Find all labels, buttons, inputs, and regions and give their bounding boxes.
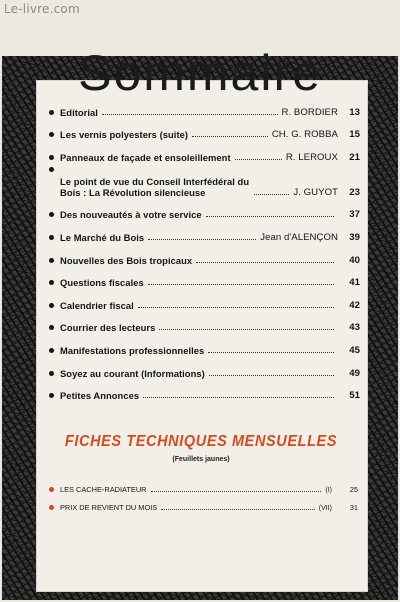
dot-leader bbox=[148, 239, 256, 240]
toc-entry-title: Nouvelles des Bois tropicaux bbox=[60, 254, 193, 266]
page-title: Sommaire bbox=[78, 44, 322, 101]
dot-leader bbox=[192, 136, 268, 137]
dot-leader bbox=[151, 491, 322, 492]
toc-entry-title: Questions fiscales bbox=[60, 277, 144, 289]
toc-entry-title: Manifestations professionnelles bbox=[60, 344, 205, 356]
bullet-icon bbox=[49, 132, 54, 137]
toc-entry-title: Soyez au courant (Informations) bbox=[60, 367, 205, 379]
toc-entry-page: 45 bbox=[349, 344, 360, 356]
bullet-icon bbox=[49, 303, 54, 308]
toc-entry-panneaux[interactable] bbox=[48, 140, 360, 163]
toc-entry-marche[interactable] bbox=[48, 220, 360, 243]
toc-entry-manifestations[interactable] bbox=[48, 333, 360, 356]
toc-entry-page: 51 bbox=[349, 390, 360, 402]
bullet-icon bbox=[49, 258, 54, 263]
toc-entry-author: CH. G. ROBBA bbox=[271, 129, 338, 141]
fiche-entry-page: 25 bbox=[349, 485, 358, 494]
fiche-entry-page: 31 bbox=[349, 503, 358, 512]
toc-entry-page: 49 bbox=[349, 367, 360, 379]
toc-entry-courrier[interactable] bbox=[48, 311, 360, 334]
fiche-entry-title: LES CACHE-RADIATEUR bbox=[60, 485, 147, 494]
dot-leader bbox=[235, 159, 282, 160]
bullet-icon bbox=[49, 212, 54, 217]
dot-leader bbox=[254, 194, 289, 195]
fiche-entry-tag: (VII) bbox=[318, 505, 332, 512]
toc-entry-title: Editorial bbox=[60, 106, 98, 118]
bullet-icon bbox=[49, 280, 54, 285]
toc-entry-questions-fiscales[interactable] bbox=[48, 266, 360, 289]
toc-entry-nouveautes[interactable] bbox=[48, 198, 360, 221]
bullet-icon bbox=[49, 487, 54, 492]
toc-entry-page: 40 bbox=[349, 254, 360, 266]
toc-entry-page: 13 bbox=[349, 106, 360, 118]
fiche-entry-title: PRIX DE REVIENT DU MOIS bbox=[60, 503, 158, 512]
toc-entry-title: Des nouveautés à votre service bbox=[60, 209, 202, 221]
toc-entry-author: R. BORDIER bbox=[281, 106, 338, 118]
toc-entry-title: Courrier des lecteurs bbox=[60, 322, 156, 334]
dot-leader bbox=[206, 216, 334, 217]
bullet-icon bbox=[49, 155, 54, 160]
toc-entry-title: Les vernis polyesters (suite) bbox=[60, 129, 189, 141]
dot-leader bbox=[143, 397, 334, 398]
dot-leader bbox=[148, 284, 334, 285]
toc-entry-page: 41 bbox=[349, 277, 360, 289]
bullet-icon bbox=[49, 348, 54, 353]
toc-entry-page: 39 bbox=[349, 231, 360, 243]
toc-entry-page: 42 bbox=[349, 299, 360, 311]
fiche-entry-cache-radiateur[interactable] bbox=[48, 476, 358, 494]
toc-entry-petites-annonces[interactable] bbox=[48, 379, 360, 402]
toc-entry-bois-tropicaux[interactable] bbox=[48, 243, 360, 266]
fiches-subheading: (Feuillets jaunes) bbox=[172, 456, 230, 463]
bullet-icon bbox=[49, 371, 54, 376]
toc-entry-author: J. GUYOT bbox=[293, 186, 338, 198]
dot-leader bbox=[102, 114, 278, 115]
toc-entry-conseil[interactable] bbox=[48, 163, 360, 198]
toc-entry-page: 37 bbox=[349, 209, 360, 221]
toc-entry-page: 43 bbox=[349, 322, 360, 334]
dot-leader bbox=[161, 509, 315, 510]
bullet-icon bbox=[49, 325, 54, 330]
toc-entry-editorial[interactable] bbox=[48, 95, 360, 118]
dot-leader bbox=[209, 375, 334, 376]
watermark: Le-livre.com bbox=[4, 2, 80, 16]
toc-entry-calendrier[interactable] bbox=[48, 288, 360, 311]
bullet-icon bbox=[49, 167, 54, 172]
bullet-icon bbox=[49, 393, 54, 398]
bullet-icon bbox=[49, 505, 54, 510]
bullet-icon bbox=[49, 235, 54, 240]
dot-leader bbox=[159, 329, 334, 330]
fiches-heading: FICHES TECHNIQUES MENSUELLES bbox=[64, 433, 338, 451]
dot-leader bbox=[196, 262, 334, 263]
toc-entry-page: 15 bbox=[349, 129, 360, 141]
table-of-contents bbox=[48, 95, 360, 401]
bullet-icon bbox=[49, 110, 54, 115]
toc-entry-title: Panneaux de façade et ensoleillement bbox=[60, 151, 231, 163]
fiche-entry-tag: (I) bbox=[325, 487, 332, 494]
toc-entry-title: Calendrier fiscal bbox=[60, 299, 134, 311]
toc-entry-page: 21 bbox=[349, 151, 360, 163]
fiches-list bbox=[48, 476, 358, 512]
toc-entry-title: Le Marché du Bois bbox=[60, 231, 145, 243]
dot-leader bbox=[138, 307, 334, 308]
dot-leader bbox=[208, 352, 334, 353]
toc-entry-author: Jean d'ALENÇON bbox=[260, 231, 338, 243]
toc-entry-author: R. LEROUX bbox=[285, 151, 338, 163]
toc-entry-title: Petites Annonces bbox=[60, 390, 140, 402]
toc-entry-vernis[interactable] bbox=[48, 118, 360, 141]
toc-entry-page: 23 bbox=[349, 186, 360, 198]
fiche-entry-prix-de-revient[interactable] bbox=[48, 494, 358, 512]
toc-entry-title: Le point de vue du Conseil Interfédéral du Bois : La Révolution silencieuse bbox=[60, 175, 250, 198]
toc-entry-soyez-au-courant[interactable] bbox=[48, 356, 360, 379]
